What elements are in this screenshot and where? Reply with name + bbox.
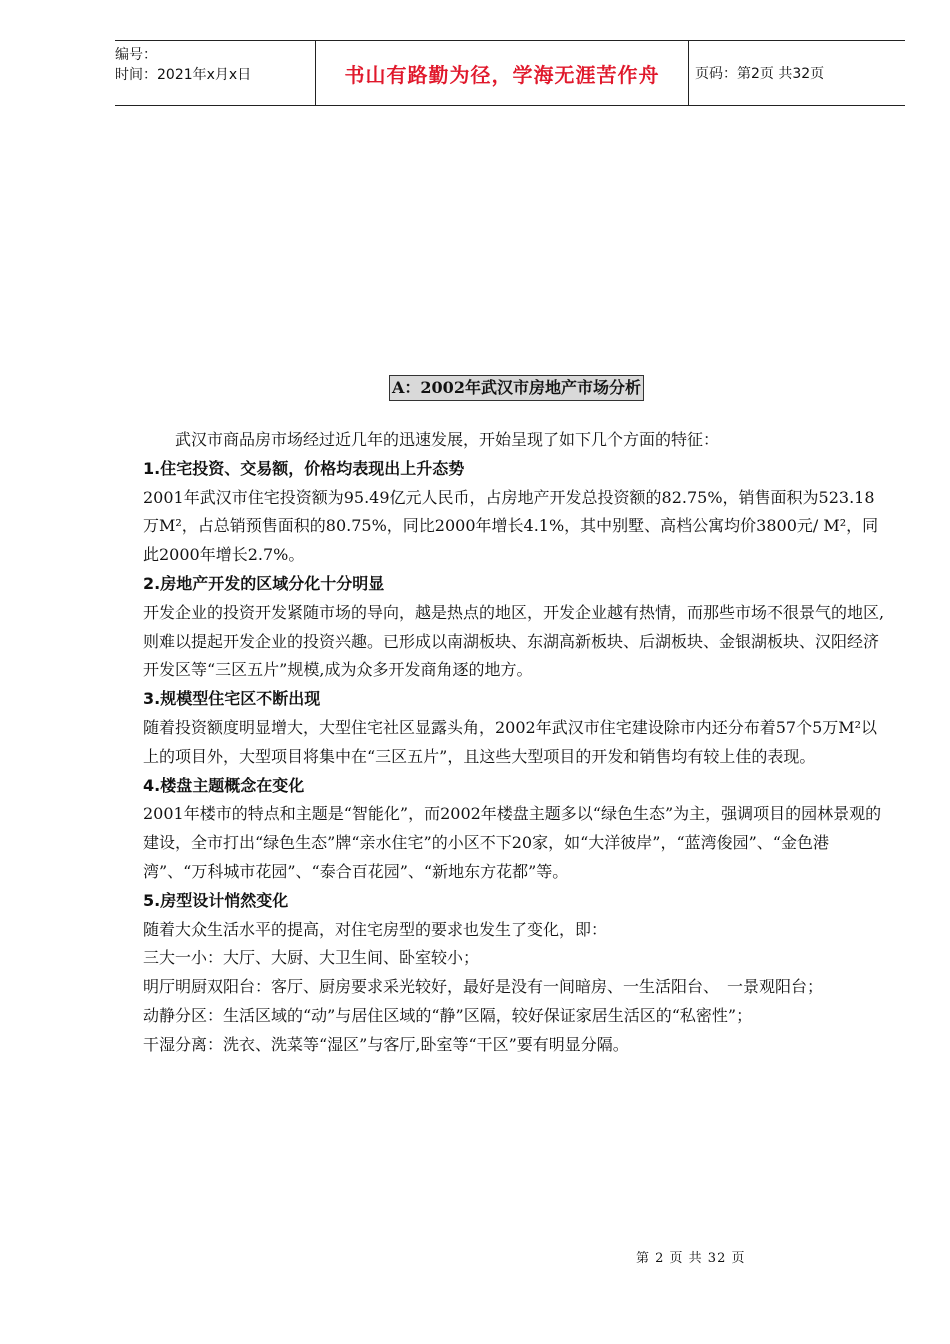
page-header: [115, 40, 905, 106]
page-footer: 第 2 页 共 32 页: [636, 1251, 746, 1266]
section-heading: 4.楼盘主题概念在变化: [143, 775, 305, 795]
header-motto: 书山有路勤为径，学海无涯苦作舟: [315, 41, 689, 105]
document-time-label: 时间：2021年x月x日: [115, 67, 252, 83]
header-meta: [115, 41, 315, 109]
section-heading: 3.规模型住宅区不断出现: [143, 689, 321, 709]
paragraph: 开发企业的投资开发紧随市场的导向，越是热点的地区，开发企业越有热情，而那些市场不很景气的地区,则难以提起开发企业的投资兴趣。已形成以南湖板块、东湖高新板块、后湖板块、金银湖板块、汉阳经济开发区等“三区五片”规模,成为众多开发商角逐的地方。: [143, 602, 885, 680]
document-body: [143, 426, 888, 1060]
section-heading: 2.房地产开发的区域分化十分明显: [143, 573, 385, 593]
document-title: A：2002年武汉市房地产市场分析: [389, 375, 644, 401]
paragraph: 干湿分离：洗衣、洗菜等“湿区”与客厅,卧室等“干区”要有明显分隔。: [143, 1034, 629, 1054]
paragraph: 2001年楼市的特点和主题是“智能化”，而2002年楼盘主题多以“绿色生态”为主，强调项目的园林景观的建设，全市打出“绿色生态”牌“亲水住宅”的小区不下20家，如“大洋彼岸”，“蓝湾俊园”、“金色港湾”、“万科城市花园”、“泰合百花园”、“新地东方花都”等。: [143, 804, 882, 881]
intro-paragraph: 武汉市商品房市场经过近几年的迅速发展，开始呈现了如下几个方面的特征：: [143, 430, 720, 449]
paragraph: 2001年武汉市住宅投资额为95.49亿元人民币，占房地产开发总投资额的82.75%，销售面积为523.18万M²，占总销预售面积的80.75%，同比2000年增长4.1%，其中别墅、高档公寓均价3800元/ M²，同此2000年增长2.7%。: [143, 487, 879, 565]
paragraph: 三大一小：大厅、大厨、大卫生间、卧室较小；: [143, 948, 480, 968]
section-heading: 5.房型设计悄然变化: [143, 890, 289, 910]
header-page-info: 页码：第2页 共32页: [695, 66, 825, 82]
paragraph: 随着大众生活水平的提高，对住宅房型的要求也发生了变化，即：: [143, 919, 608, 939]
document-number-label: 编号：: [115, 47, 157, 63]
paragraph: 明厅明厨双阳台：客厅、厨房要求采光较好，最好是没有一间暗房、一生活阳台、 一景观阳台；: [143, 977, 824, 997]
paragraph: 动静分区：生活区域的“动”与居住区域的“静”区隔，较好保证家居生活区的“私密性”；: [143, 1005, 753, 1025]
paragraph: 随着投资额度明显增大，大型住宅社区显露头角，2002年武汉市住宅建设除市内还分布着57个5万M²以上的项目外，大型项目将集中在“三区五片”，且这些大型项目的开发和销售均有较上佳的表现。: [143, 717, 878, 766]
section-heading: 1.住宅投资、交易额，价格均表现出上升态势: [143, 458, 465, 478]
